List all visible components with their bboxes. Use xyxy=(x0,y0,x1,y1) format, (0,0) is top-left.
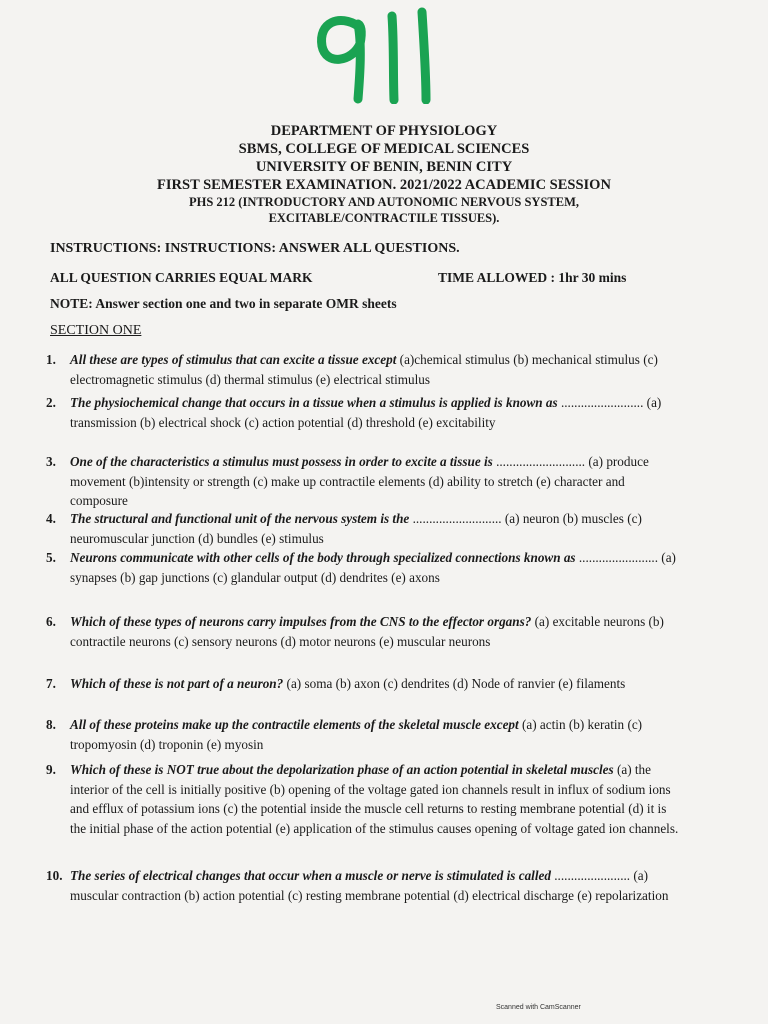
question-options: (a) soma (b) axon (c) dendrites (d) Node of ranvier (e) filaments xyxy=(283,676,626,691)
omr-note: NOTE: Answer section one and two in separate OMR sheets xyxy=(50,296,397,311)
college-title: SBMS, COLLEGE OF MEDICAL SCIENCES xyxy=(238,141,530,157)
question-options: (a) excitable neurons (b) contractile neurons (c) sensory neurons (d) motor neurons (e) muscular neurons xyxy=(70,614,664,649)
question-5 xyxy=(46,548,682,587)
question-2 xyxy=(46,393,682,432)
university-title: UNIVERSITY OF BENIN, BENIN CITY xyxy=(255,159,513,175)
question-options: ....................... (a) muscular contraction (b) action potential (c) resting membrane potential (d) electrical discharge (e) repolarization xyxy=(70,868,669,903)
question-options: ........................... (a) neuron (b) muscles (c) neuromuscular junction (d) bundles (e) stimulus xyxy=(70,511,642,546)
question-options: ........................... (a) produce movement (b)intensity or strength (c) make up contractile elements (d) ability to stretch (e) character and composure xyxy=(70,454,649,508)
handwritten-91-drawing xyxy=(300,4,460,104)
question-stem: Which of these is not part of a neuron? xyxy=(70,676,284,691)
question-options: (a)chemical stimulus (b) mechanical stimulus (c) electromagnetic stimulus (d) thermal stimulus (e) electrical stimulus xyxy=(70,352,658,387)
question-options: ......................... (a) transmission (b) electrical shock (c) action potential (d) threshold (e) excitability xyxy=(70,395,662,430)
marks-time-row xyxy=(50,270,662,286)
question-number: 5. xyxy=(46,550,56,565)
question-stem: Neurons communicate with other cells of the body through specialized connections known as xyxy=(70,550,576,565)
question-6 xyxy=(46,612,682,651)
question-stem: All these are types of stimulus that can excite a tissue except xyxy=(70,352,397,367)
question-number: 2. xyxy=(46,395,56,410)
exam-header xyxy=(0,122,768,226)
question-3 xyxy=(46,452,682,511)
question-number: 8. xyxy=(46,717,56,732)
marks-note: ALL QUESTION CARRIES EQUAL MARK xyxy=(50,270,313,285)
question-number: 7. xyxy=(46,676,56,691)
question-1 xyxy=(46,350,682,389)
section-title: SECTION ONE xyxy=(50,323,142,338)
question-10 xyxy=(46,866,682,905)
question-options: (a) the interior of the cell is initially positive (b) opening of the voltage gated ion channels result in influx of sodium ions and efflux of potassium ions (c) the potential inside the muscle cell returns to resting membrane potential (d) it is the initial phase of the action potential (e) application of the stimulus causes opening of voltage gated ion channels. xyxy=(70,762,679,836)
instructions: INSTRUCTIONS: INSTRUCTIONS: ANSWER ALL QUESTIONS. xyxy=(50,241,460,256)
question-stem: All of these proteins make up the contractile elements of the skeletal muscle except xyxy=(70,717,519,732)
question-number: 6. xyxy=(46,614,56,629)
question-options: ........................ (a) synapses (b) gap junctions (c) glandular output (d) dendrites (e) axons xyxy=(70,550,676,585)
question-number: 4. xyxy=(46,511,56,526)
exam-title: FIRST SEMESTER EXAMINATION. 2021/2022 ACADEMIC SESSION xyxy=(157,177,611,193)
question-number: 9. xyxy=(46,762,56,777)
question-9 xyxy=(46,760,682,838)
question-stem: The structural and functional unit of the nervous system is the xyxy=(70,511,410,526)
question-stem: The physiochemical change that occurs in a tissue when a stimulus is applied is known as xyxy=(70,395,558,410)
question-number: 1. xyxy=(46,352,56,367)
question-stem: Which of these types of neurons carry impulses from the CNS to the effector organs? xyxy=(70,614,532,629)
question-number: 3. xyxy=(46,454,56,469)
question-7 xyxy=(46,674,682,694)
scanner-watermark: Scanned with CamScanner xyxy=(496,1004,581,1011)
question-stem: The series of electrical changes that occur when a muscle or nerve is stimulated is called xyxy=(70,868,551,883)
question-stem: Which of these is NOT true about the depolarization phase of an action potential in skeletal muscles xyxy=(70,762,614,777)
question-4 xyxy=(46,509,682,548)
question-options: (a) actin (b) keratin (c) tropomyosin (d) troponin (e) myosin xyxy=(70,717,643,752)
course-title-continued: EXCITABLE/CONTRACTILE TISSUES). xyxy=(268,211,500,225)
question-8 xyxy=(46,715,682,754)
time-allowed: TIME ALLOWED : 1hr 30 mins xyxy=(438,270,627,285)
handwritten-mark xyxy=(300,4,460,104)
question-number: 10. xyxy=(46,868,63,883)
department-title: DEPARTMENT OF PHYSIOLOGY xyxy=(270,123,498,139)
question-stem: One of the characteristics a stimulus must possess in order to excite a tissue is xyxy=(70,454,493,469)
course-title: PHS 212 (INTRODUCTORY AND AUTONOMIC NERVOUS SYSTEM, xyxy=(188,195,579,209)
